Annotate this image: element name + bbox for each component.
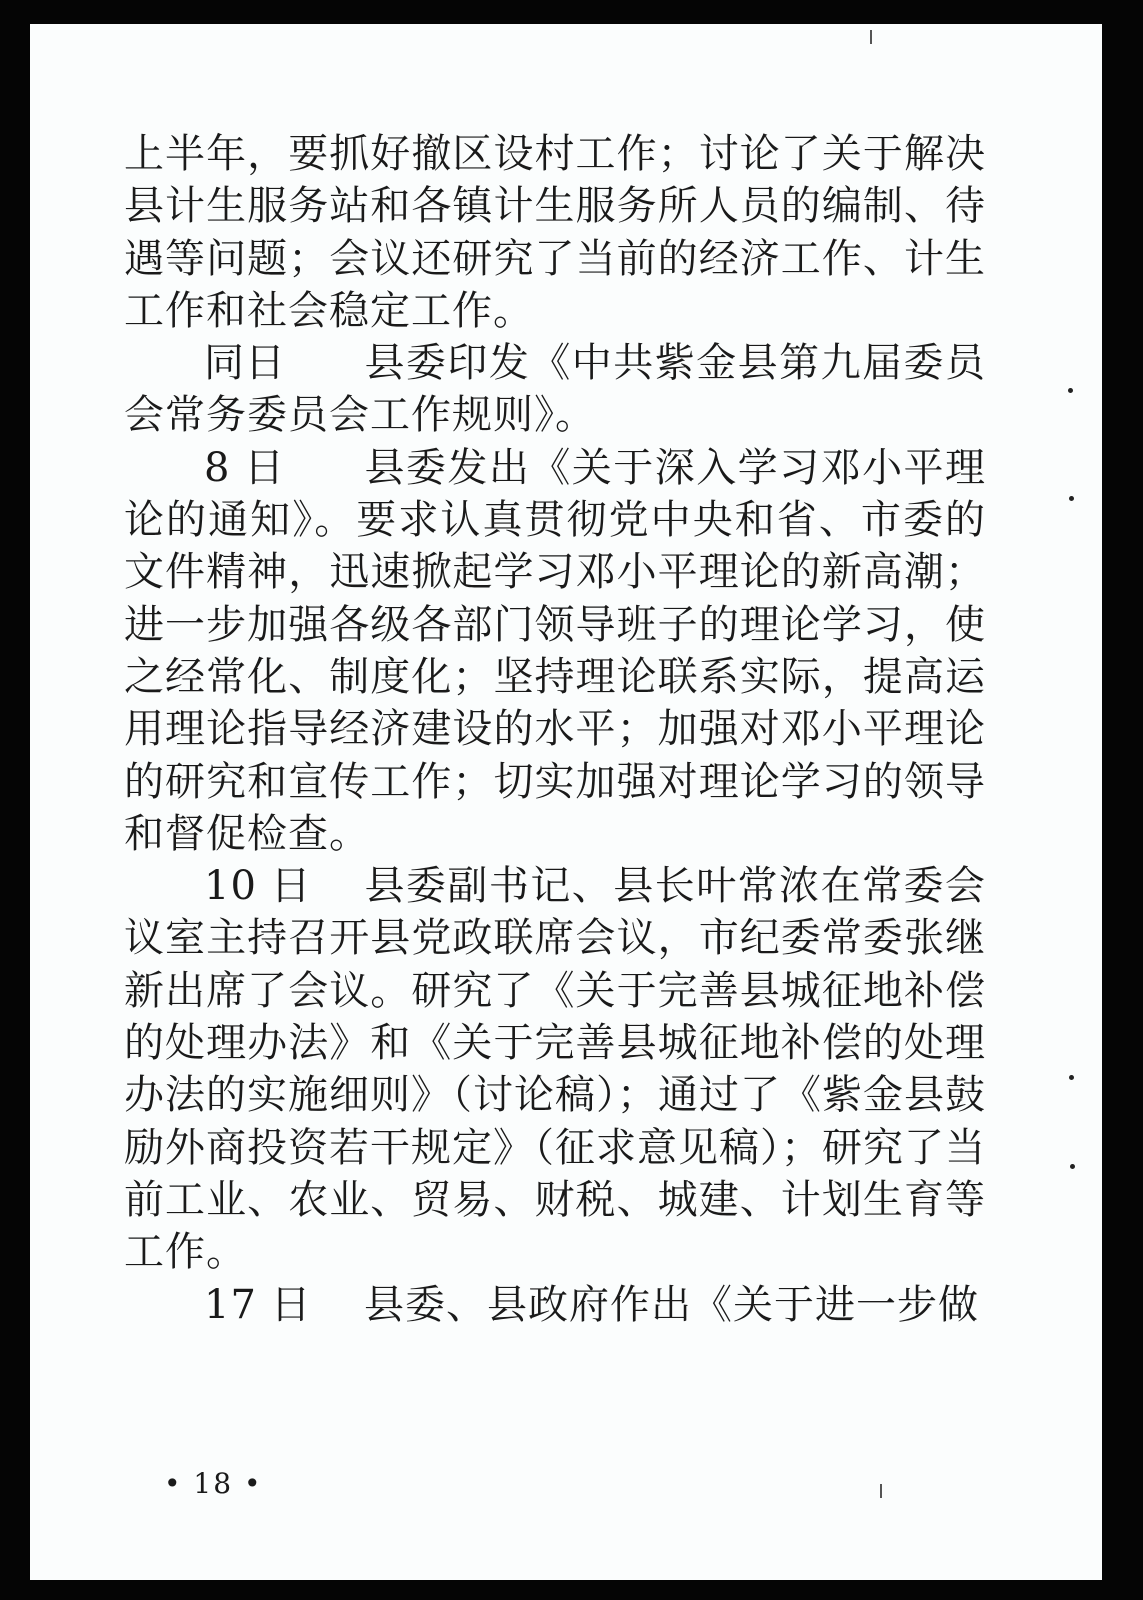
binding-hole-mark <box>1068 388 1073 393</box>
entry-date: 10 日 <box>204 863 312 910</box>
continued-paragraph: 上半年，要抓好撤区设村工作；讨论了关于解决县计生服务站和各镇计生服务所人员的编制、待遇等问题；会议还研究了当前的经济工作、计生工作和社会稳定工作。 <box>124 131 986 334</box>
binding-hole-mark <box>1069 1075 1074 1080</box>
chronicle-entry <box>124 1279 986 1331</box>
entry-text: 县委印发《中共紫金县第九届委员会常务委员会工作规则》。 <box>124 340 986 439</box>
scan-tick-mark <box>870 30 872 44</box>
binding-hole-mark <box>1069 496 1074 501</box>
entry-date: 17 日 <box>204 1281 312 1328</box>
entry-date: 同日 <box>204 340 286 387</box>
entry-text: 县委、县政府作出《关于进一步做 <box>364 1281 979 1328</box>
entry-text: 县委发出《关于深入学习邓小平理论的通知》。要求认真贯彻党中央和省、市委的文件精神，迅速掀起学习邓小平理论的新高潮；进一步加强各级各部门领导班子的理论学习，使之经常化、制度化；坚持理论联系实际，提高运用理论指导经济建设的水平；加强对邓小平理论的研究和宣传工作；切实加强对理论学习的领导和督促检查。 <box>124 444 986 857</box>
entry-text: 县委副书记、县长叶常浓在常委会议室主持召开县党政联席会议，市纪委常委张继新出席了会议。研究了《关于完善县城征地补偿的处理办法》和《关于完善县城征地补偿的处理办法的实施细则》（讨论稿）；通过了《紫金县鼓励外商投资若干规定》（征求意见稿）；研究了当前工业、农业、贸易、财税、城建、计划生育等工作。 <box>124 863 986 1276</box>
scan-tick-mark <box>880 1484 882 1498</box>
page-number: • 18 • <box>164 1467 263 1500</box>
binding-hole-mark <box>1070 1164 1075 1169</box>
document-body <box>124 128 986 1331</box>
chronicle-entry <box>124 442 986 860</box>
chronicle-entry <box>124 860 986 1278</box>
entry-date: 8 日 <box>204 444 286 491</box>
chronicle-entry <box>124 337 986 442</box>
